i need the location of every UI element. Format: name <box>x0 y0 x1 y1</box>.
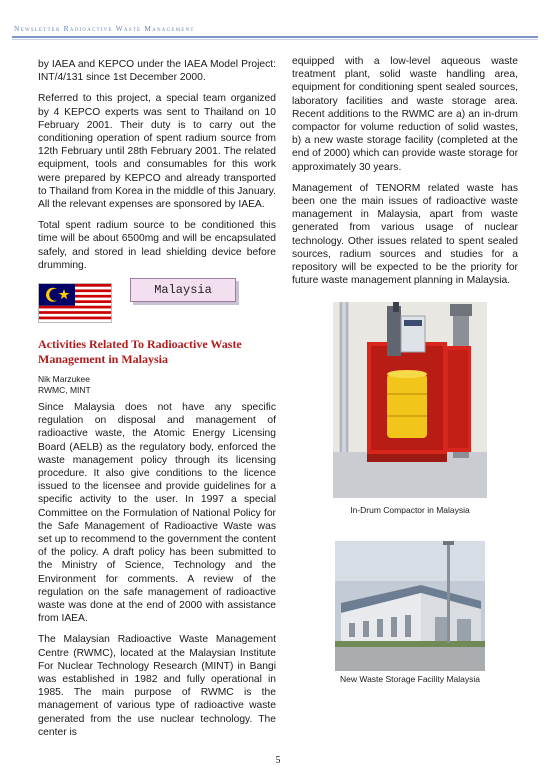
paragraph: Management of TENORM related waste has been one the main issues of radioactive waste management in Malaysia, apart from waste generated from various usage of nuclear technology. Other issues related to spent sealed sources, radium sources and studies for a repository will be expected to be the priority for future waste management planning in Malaysia. <box>292 182 518 287</box>
in-drum-compactor-photo <box>333 302 487 498</box>
article-body <box>38 401 276 747</box>
header-rule-thin <box>12 39 538 40</box>
paragraph: The Malaysian Radioactive Waste Management Centre (RWMC), located at the Malaysian Institute For Nuclear Technology Research (MINT) in Bangi was established in 1982 and fully operational in 1985. The main purpose of RWMC is the management of various type of radioactive waste generated from the use nuclear technology. The center is <box>38 634 276 738</box>
malaysia-flag-icon <box>38 283 112 323</box>
paragraph: by IAEA and KEPCO under the IAEA Model Project: INT/4/131 since 1st December 2000. <box>38 59 276 84</box>
author-name: Nik Marzukee <box>38 374 90 384</box>
article-title: Activities Related To Radioactive Waste Management in Malaysia <box>38 337 242 366</box>
author-affiliation: RWMC, MINT <box>38 385 91 395</box>
header-rule <box>12 36 538 38</box>
paragraph: Total spent radium source to be conditioned this time will be about 6500mg and will be encapsulated safely, and stored in lead shielding device before drumming. <box>38 220 276 271</box>
page-number: 5 <box>275 755 281 766</box>
paragraph: Since Malaysia does not have any specific regulation on disposal and management of radioactive waste, the Atomic Energy Licensing Board (AELB) as the regulatory body, enforced the waste management policy through its licensing procedure. It also give conditions to the licence issued to the licensee and provide guidelines for a specific activity to the user. In 1997 a special Committee on the Formulation of National Policy for the Safe Management of Radioactive Waste was set up to recommend to the government the content of the policy. A draft policy has been submitted to the Ministry of Science, Technology and the Environment for comments. A review of the regulation on the safe management of radioactive waste was done at the end of 2000 with assistance from IAEA. <box>38 402 276 625</box>
paragraph: Referred to this project, a special team organized by 4 KEPCO experts was sent to Thailand on 10 February 2001. Their duty is to carry out the conditioning operation of spent radium source from 12th February until 28th February 2001. The related equipment, tools and consumables for this work were prepared by KEPCO and already transported to Thailand from Korea in the middle of this January. All the relevant expenses are sponsored by IAEA. <box>38 93 276 211</box>
article-byline <box>38 374 91 396</box>
waste-storage-facility-photo <box>335 541 485 671</box>
newsletter-header: Newsletter Radioactive Waste Management <box>14 24 195 33</box>
figure-caption: New Waste Storage Facility Malaysia <box>340 674 480 684</box>
paragraph: equipped with a low-level aqueous waste treatment plant, solid waste handling area, equipment for conditioning spent sealed sources, laboratory facilities and waste storage area. Recent additions to the RWMC are a) an in-drum compactor for volume reduction of solid wastes, b) a new waste storage facility (completed at the end of 2000) which can provide waste storage for approximately 30 years. <box>292 56 518 173</box>
left-column-intro <box>38 58 276 280</box>
right-column <box>292 55 518 295</box>
country-section-label: Malaysia <box>130 278 236 302</box>
figure-caption: In-Drum Compactor in Malaysia <box>350 505 470 515</box>
